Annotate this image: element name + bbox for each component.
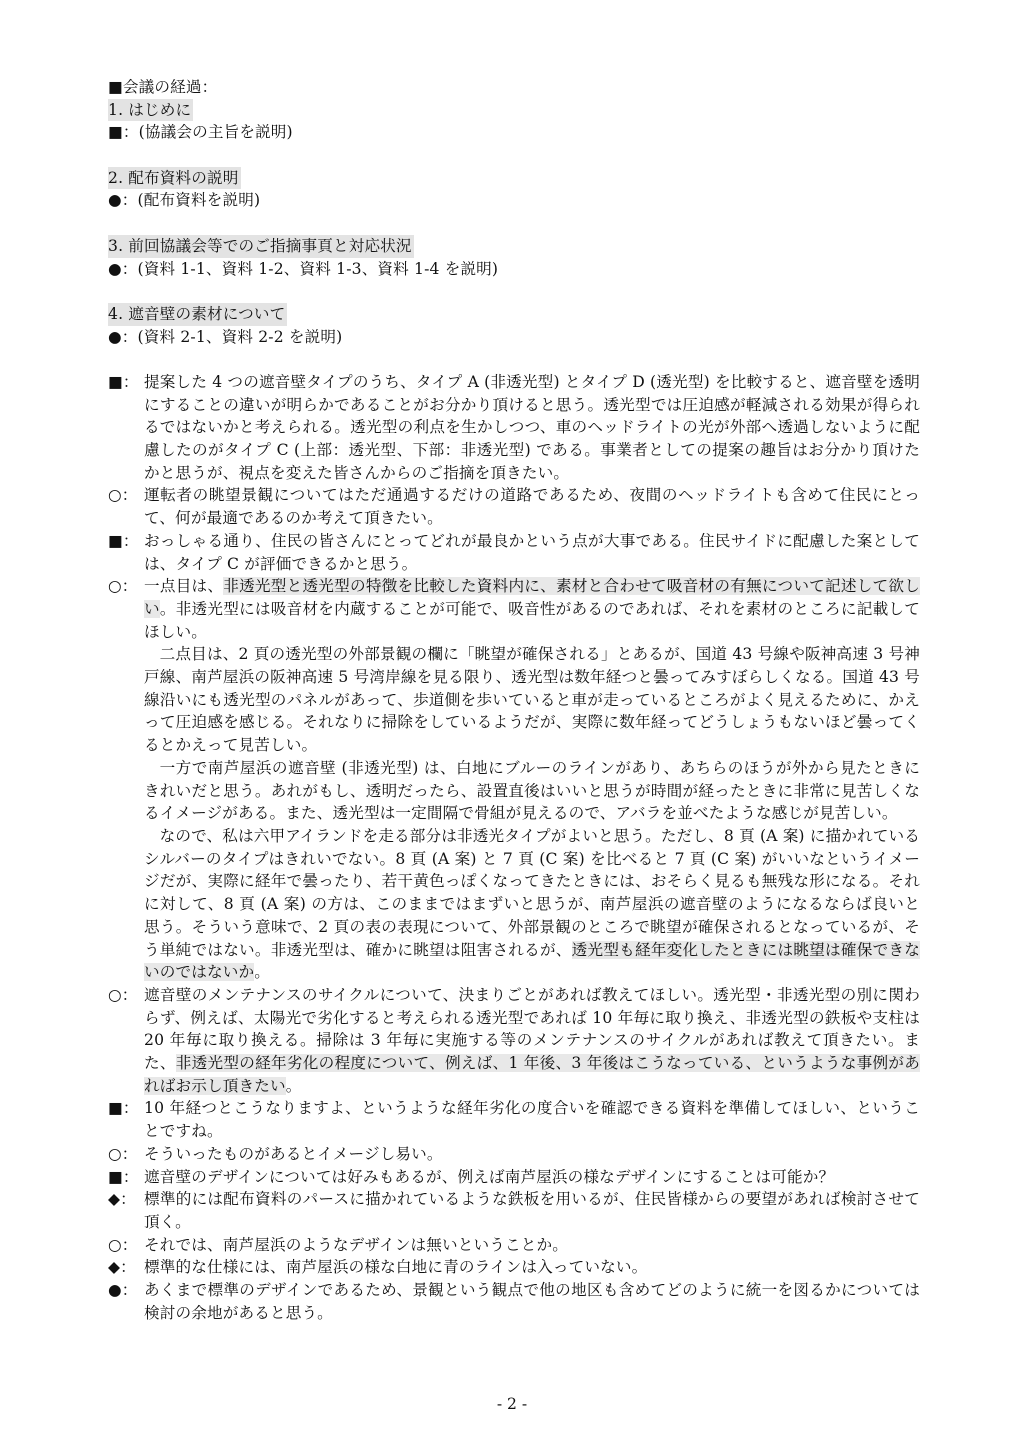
paragraph-text: 10 年経つとこうなりますよ、というような経年劣化の度合いを確認できる資料を準備してほしい、ということですね。 bbox=[144, 1099, 920, 1141]
entry-body bbox=[144, 1234, 920, 1257]
speaker-mark: ○： bbox=[108, 985, 138, 1004]
discussion-entry bbox=[108, 1234, 920, 1257]
section-heading-label: 1. はじめに bbox=[108, 99, 193, 122]
section-heading-label: 3. 前回協議会等でのご指摘事頁と対応状況 bbox=[108, 235, 414, 258]
entry-paragraph bbox=[144, 1188, 920, 1233]
entry-body bbox=[144, 575, 920, 984]
entry-body bbox=[144, 984, 920, 1098]
entry-paragraph bbox=[144, 484, 920, 529]
speaker-mark: ○： bbox=[108, 577, 138, 596]
page-number: - 2 - bbox=[496, 1395, 528, 1413]
entry-paragraph bbox=[144, 371, 920, 485]
section-heading-previous-comments bbox=[108, 235, 920, 258]
entry-body bbox=[144, 1166, 920, 1189]
discussion-entry bbox=[108, 484, 920, 529]
speaker-mark: ■： bbox=[108, 1099, 139, 1118]
section-line: ■：(協議会の主旨を説明) bbox=[108, 123, 293, 142]
entry-paragraph bbox=[144, 984, 920, 1098]
paragraph-text: おっしゃる通り、住民の皆さんにとってどれが最良かという点が大事である。住民サイドに配慮した案としては、タイプ C が評価できるかと思う。 bbox=[144, 531, 920, 573]
entry-paragraph bbox=[144, 757, 920, 825]
spacer bbox=[108, 144, 920, 167]
discussion-list bbox=[108, 371, 920, 1325]
speaker-mark: ○： bbox=[108, 486, 138, 505]
speaker-mark: ○： bbox=[108, 1235, 138, 1254]
entry-body bbox=[144, 1143, 920, 1166]
section-line: ●：(資料 2-1、資料 2-2 を説明) bbox=[108, 327, 343, 346]
spacer bbox=[108, 348, 920, 371]
entry-body bbox=[144, 484, 920, 529]
entry-body bbox=[144, 1097, 920, 1142]
paragraph-text: 遮音壁のデザインについては好みもあるが、例えば南芦屋浜の様なデザインにすることは可能か？ bbox=[144, 1167, 835, 1186]
spacer bbox=[108, 280, 920, 303]
discussion-entry bbox=[108, 1097, 920, 1142]
entry-body bbox=[144, 1188, 920, 1233]
section-line: ●：(配布資料を説明) bbox=[108, 191, 261, 210]
highlighted-text: 非透光型の経年劣化の程度について、例えば、1 年後、3 年後はこうなっている、というような事例があればお示し頂きたい bbox=[144, 1054, 920, 1095]
discussion-entry bbox=[108, 530, 920, 575]
section-heading-intro bbox=[108, 99, 920, 122]
discussion-entry bbox=[108, 1166, 920, 1189]
entry-paragraph bbox=[144, 1279, 920, 1324]
speaker-mark: ◆： bbox=[108, 1190, 136, 1209]
entry-paragraph bbox=[144, 643, 920, 757]
highlighted-text: 透光型も経年変化したときには眺望は確保できないのではないか bbox=[144, 940, 920, 982]
section-heading-label: 4. 遮音壁の素材について bbox=[108, 303, 287, 326]
entry-paragraph bbox=[144, 1256, 920, 1279]
paragraph-text: 運転者の眺望景観についてはただ通過するだけの道路であるため、夜間のヘッドライトも含めて住民にとって、何が最適であるのか考えて頂きたい。 bbox=[144, 486, 920, 528]
entry-body bbox=[144, 371, 920, 485]
entry-paragraph bbox=[144, 1166, 920, 1189]
paragraph-text: それでは、南芦屋浜のようなデザインは無いということか。 bbox=[144, 1235, 568, 1254]
entry-paragraph bbox=[144, 575, 920, 643]
entry-paragraph bbox=[144, 1143, 920, 1166]
speaker-mark: ■： bbox=[108, 1167, 139, 1186]
meeting-minutes bbox=[108, 76, 920, 1324]
discussion-entry bbox=[108, 1188, 920, 1233]
entry-paragraph bbox=[144, 1097, 920, 1142]
paragraph-text: 二点目は、2 頁の透光型の外部景観の欄に「眺望が確保される」とあるが、国道 43 号線や阪神高速 3 号神戸線、南芦屋浜の阪神高速 5 号湾岸線を見る限り、透光型は数年経つと曇ってみすぼらしくなる。国道 43 号線沿いにも透光型のパネルがあって、歩道側を歩いていると車が走っているところがよく見えるために、かえって圧迫感を感じる。それなりに掃除をしているようだが、実際に数年経ってどうしょうもないほど曇ってくるとかえって見苦しい。 bbox=[144, 645, 920, 755]
paragraph-text: 標準的には配布資料のパースに描かれているような鉄板を用いるが、住民皆様からの要望があれば検討させて頂く。 bbox=[144, 1190, 920, 1231]
speaker-mark: ○： bbox=[108, 1144, 138, 1163]
discussion-entry bbox=[108, 984, 920, 1098]
paragraph-text: 遮音壁のメンテナンスのサイクルについて、決まりごとがあれば教えてほしい。透光型・非透光型の別に関わらず、例えば、太陽光で劣化すると考えられる透光型であれば 10 年毎に取り換え、非透光型の鉄板や支柱は 20 年毎に取り換える。掃除は 3 年毎に実施する等のメンテナンスのサイクルがあれば教えて頂きたい。また、 bbox=[144, 985, 920, 1073]
entry-paragraph bbox=[144, 825, 920, 984]
paragraph-text: あくまで標準のデザインであるため、景観という観点で他の地区も含めてどのように統一を図るかについては検討の余地があると思う。 bbox=[144, 1281, 920, 1322]
entry-paragraph bbox=[144, 1234, 920, 1257]
discussion-entry bbox=[108, 575, 920, 984]
paragraph-text: 。非透光型には吸音材を内蔵することが可能で、吸音性があるのであれば、それを素材のところに記載してほしい。 bbox=[144, 599, 921, 641]
section-heading-label: 2. 配布資料の説明 bbox=[108, 167, 241, 190]
paragraph-text: そういったものがあるとイメージし易い。 bbox=[144, 1144, 443, 1163]
paragraph-text: 提案した 4 つの遮音壁タイプのうち、タイプ A (非透光型) とタイプ D (透光型) を比較すると、遮音壁を透明にすることの違いが明らかであることがお分かり頂けると思う。透光型では圧迫感が軽減される効果が得られるではないかと考えられる。透光型の利点を生かしつつ、車のヘッドライトの光が外部へ透過しないように配慮したのがタイプ C (上部：透光型、下部：非透光型) である。事業者としての提案の趣旨はお分かり頂けたかと思うが、視点を変えた皆さんからのご指摘を頂きたい。 bbox=[144, 372, 920, 482]
section-heading-wall-material bbox=[108, 303, 920, 326]
highlighted-text: 非透光型と透光型の特徴を比較した資料内に、素材と合わせて吸音材の有無について記述して欲しい bbox=[144, 577, 920, 618]
spacer bbox=[108, 212, 920, 235]
speaker-mark: ■： bbox=[108, 531, 139, 550]
paragraph-text: 。 bbox=[254, 963, 270, 982]
paragraph-text: 一方で南芦屋浜の遮音壁 (非透光型) は、白地にブルーのラインがあり、あちらのほうが外から見たときにきれいだと思う。あれがもし、透明だったら、設置直後はいいと思うが時間が経ったときに非常に見苦しくなるイメージがある。また、透光型は一定間隔で骨組が見えるので、アバラを並べたような感じが見苦しい。 bbox=[144, 758, 920, 823]
entry-body bbox=[144, 1279, 920, 1324]
section-heading-materials bbox=[108, 167, 920, 190]
paragraph-text: 標準的な仕様には、南芦屋浜の様な白地に青のラインは入っていない。 bbox=[144, 1258, 648, 1277]
speaker-mark: ●： bbox=[108, 1281, 138, 1300]
paragraph-text: なので、私は六甲アイランドを走る部分は非透光タイプがよいと思う。ただし、8 頁 (A 案) に描かれているシルバーのタイプはきれいでない。8 頁 (A 案) と 7 頁 (C 案) を比べると 7 頁 (C 案) がいいなというイメージだが、実際に経年で曇ったり、若干黄色っぽくなってきたときには、おそらく見るも無残な形になる。それに対して、8 頁 (A 案) の方は、このままではまずいと思うが、南芦屋浜の遮音壁のようになるならば良いと思う。そういう意味で、2 頁の表の表現について、外部景観のところで眺望が確保されるとなっているが、そう単純ではない。非透光型は、確かに眺望は阻害されるが、 bbox=[144, 827, 920, 959]
minutes-intro: ■会議の経過： bbox=[108, 78, 218, 96]
discussion-entry bbox=[108, 371, 920, 485]
discussion-entry bbox=[108, 1143, 920, 1166]
speaker-mark: ■： bbox=[108, 372, 139, 391]
section-line: ●：(資料 1-1、資料 1-2、資料 1-3、資料 1-4 を説明) bbox=[108, 259, 499, 278]
entry-body bbox=[144, 530, 920, 575]
discussion-entry bbox=[108, 1256, 920, 1279]
paragraph-text: 一点目は、 bbox=[144, 577, 224, 596]
entry-paragraph bbox=[144, 530, 920, 575]
speaker-mark: ◆： bbox=[108, 1258, 136, 1277]
discussion-entry bbox=[108, 1279, 920, 1324]
paragraph-text: 。 bbox=[285, 1076, 302, 1095]
entry-body bbox=[144, 1256, 920, 1279]
